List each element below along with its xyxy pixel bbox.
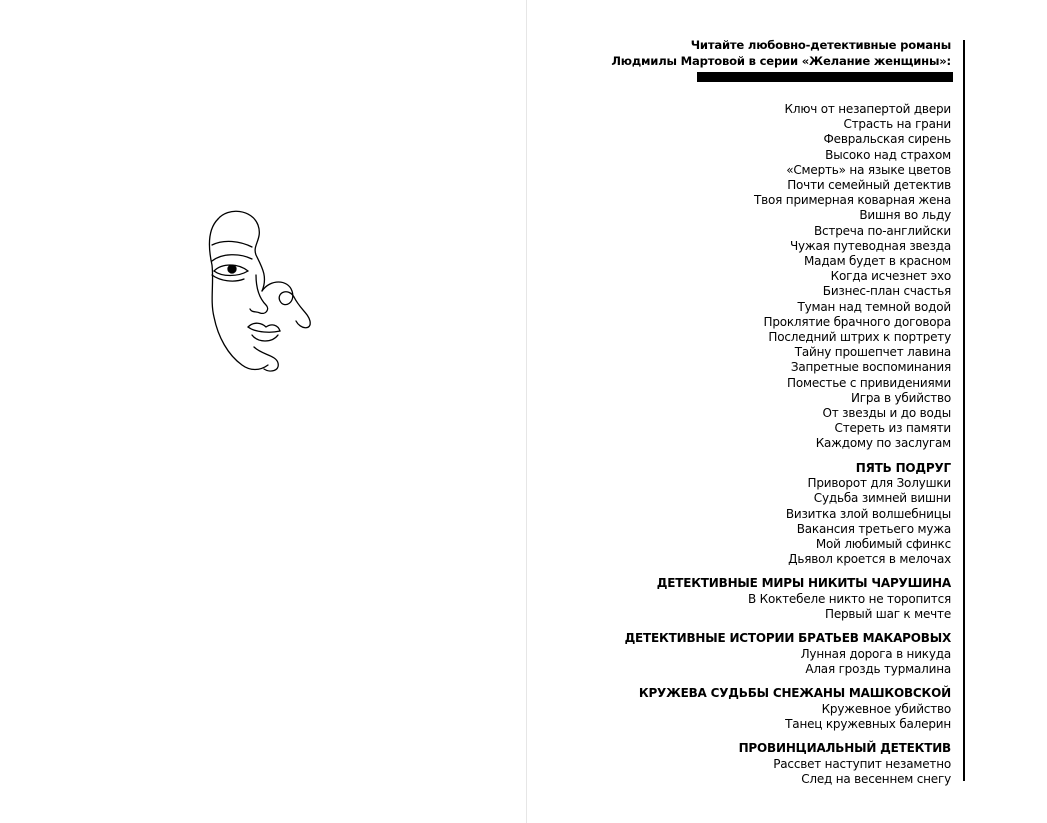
- book-title: Первый шаг к мечте: [825, 607, 951, 622]
- series-title: ПРОВИНЦИАЛЬНЫЙ ДЕТЕКТИВ: [738, 741, 951, 756]
- vertical-rule: [963, 40, 965, 781]
- book-title: Лунная дорога в никуда: [800, 647, 951, 662]
- book-title: Тайну прошепчет лавина: [794, 345, 951, 360]
- book-title: Алая гроздь турмалина: [805, 662, 951, 677]
- book-title: Чужая путеводная звезда: [789, 238, 951, 253]
- series-block: [551, 741, 951, 787]
- book-title: Туман над темной водой: [797, 299, 951, 314]
- book-title: Танец кружевных балерин: [785, 717, 951, 732]
- main-book-list: [551, 102, 951, 452]
- book-title: Вакансия третьего мужа: [796, 521, 951, 536]
- book-title: Твоя примерная коварная жена: [754, 193, 951, 208]
- book-title: Приворот для Золушки: [807, 476, 951, 491]
- book-list-content: [551, 37, 951, 787]
- book-title: От звезды и до воды: [822, 406, 951, 421]
- book-title: Стереть из памяти: [834, 421, 951, 436]
- intro-line-1: Читайте любовно-детективные романы: [690, 38, 951, 52]
- book-title: «Смерть» на языке цветов: [786, 162, 951, 177]
- line-art-face-icon: [200, 205, 315, 375]
- book-title: В Коктебеле никто не торопится: [747, 592, 951, 607]
- book-title: Игра в убийство: [850, 390, 951, 405]
- intro-line-2: Людмилы Мартовой в серии «Желание женщины»:: [611, 54, 951, 68]
- book-title: Страсть на грани: [843, 117, 951, 132]
- book-title: Поместье с привидениями: [787, 375, 951, 390]
- book-title: Когда исчезнет эхо: [830, 269, 951, 284]
- series-title: ДЕТЕКТИВНЫЕ МИРЫ НИКИТЫ ЧАРУШИНА: [656, 576, 951, 591]
- book-title: Встреча по-английски: [813, 223, 951, 238]
- series-title: КРУЖЕВА СУДЬБЫ СНЕЖАНЫ МАШКОВСКОЙ: [638, 686, 951, 701]
- book-title: Февральская сирень: [823, 132, 951, 147]
- book-title: Почти семейный детектив: [787, 178, 951, 193]
- right-page: [527, 0, 1047, 823]
- series-title: ПЯТЬ ПОДРУГ: [855, 460, 951, 475]
- book-title: Рассвет наступит незаметно: [773, 757, 951, 772]
- book-title: Дьявол кроется в мелочах: [788, 552, 951, 567]
- series-block: [551, 686, 951, 732]
- book-title: Высоко над страхом: [825, 147, 951, 162]
- intro-heading: [551, 37, 951, 69]
- series-block: [551, 576, 951, 622]
- series-title: ДЕТЕКТИВНЫЕ ИСТОРИИ БРАТЬЕВ МАКАРОВЫХ: [624, 631, 951, 646]
- series-block: [551, 631, 951, 677]
- book-title: Проклятие брачного договора: [763, 314, 951, 329]
- book-title: Мой любимый сфинкс: [815, 537, 951, 552]
- book-title: След на весеннем снегу: [801, 772, 951, 787]
- book-title: Мадам будет в красном: [804, 254, 951, 269]
- book-title: Каждому по заслугам: [815, 436, 951, 451]
- series-block: [551, 461, 951, 568]
- book-title: Последний штрих к портрету: [768, 330, 951, 345]
- book-title: Бизнес-план счастья: [822, 284, 951, 299]
- book-title: Ключ от незапертой двери: [784, 102, 951, 116]
- book-title: Судьба зимней вишни: [813, 491, 951, 506]
- book-title: Вишня во льду: [859, 208, 951, 223]
- book-title: Визитка злой волшебницы: [785, 506, 951, 521]
- book-title: Кружевное убийство: [821, 702, 951, 717]
- book-title: Запретные воспоминания: [790, 360, 951, 375]
